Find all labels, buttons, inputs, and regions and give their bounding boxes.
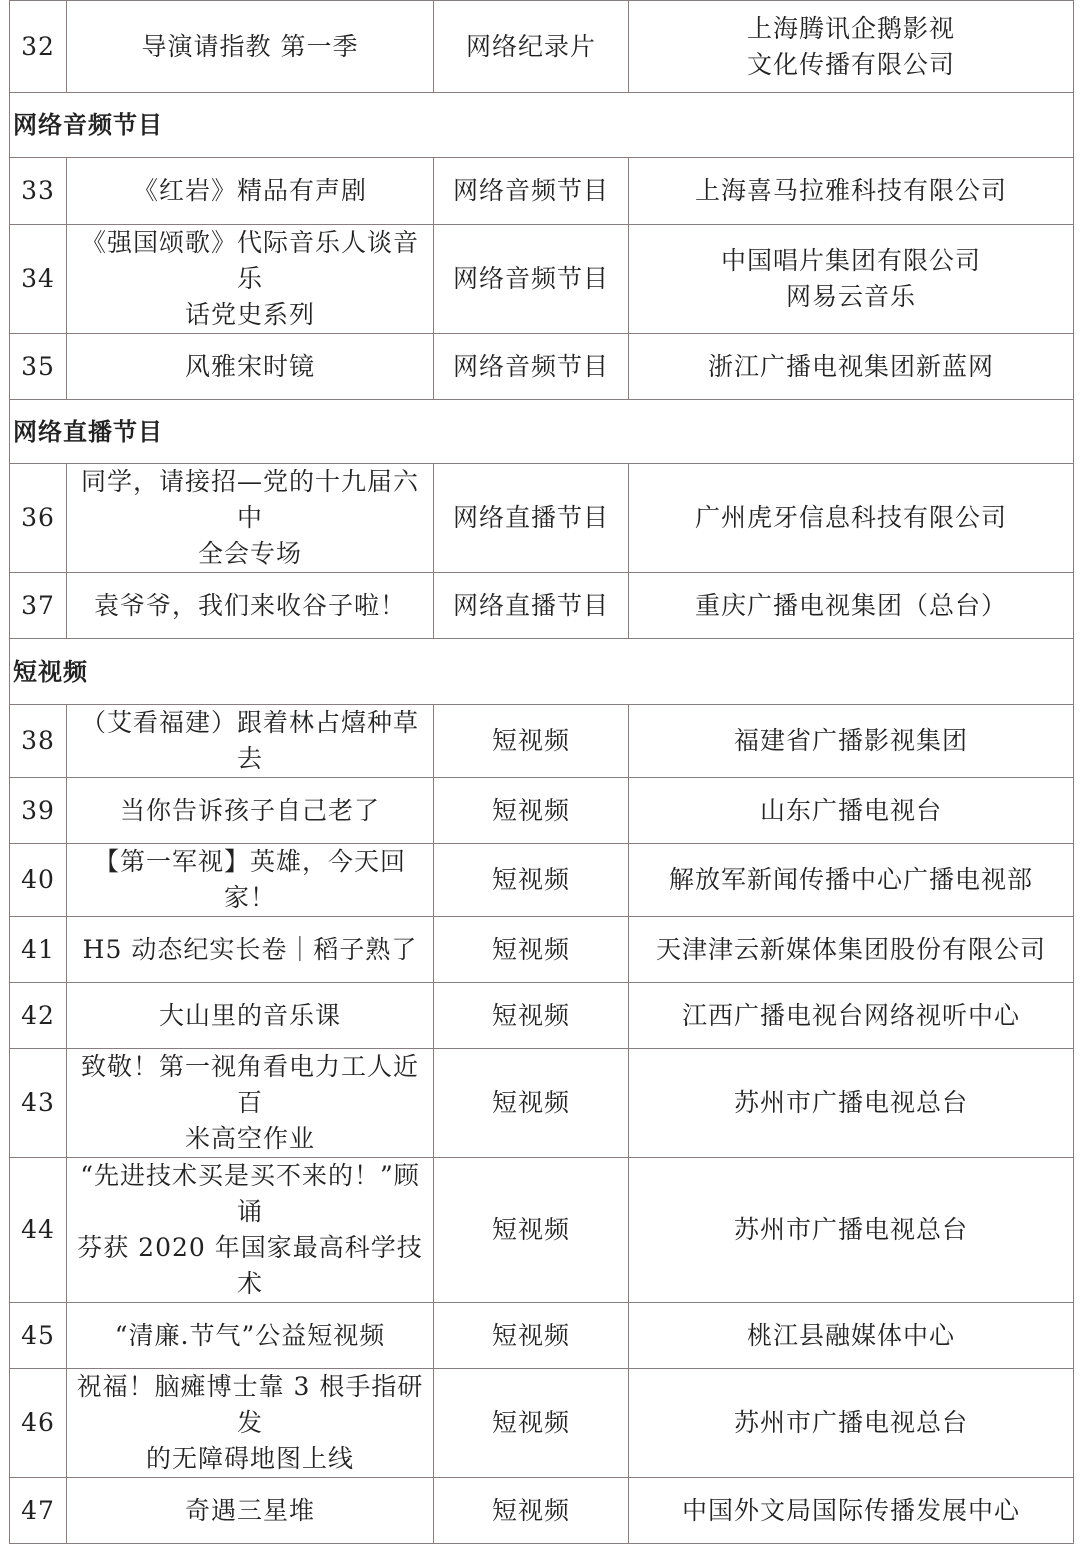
producer-unit [629,464,1074,573]
table-row [10,464,1074,573]
table-row [10,225,1074,334]
producer-unit [629,705,1074,778]
program-title-line: “清廉.节气”公益短视频 [114,1320,386,1350]
producer-unit-line: 中国唱片集团有限公司 [720,246,981,275]
program-title [67,573,434,639]
program-title [67,464,434,573]
producer-unit-line: 福建省广播影视集团 [733,726,968,755]
producer-unit [629,1369,1074,1478]
producer-unit [629,983,1074,1049]
program-type: 网络直播节目 [434,573,629,639]
table-row [10,1369,1074,1478]
program-title-line: 的无障碍地图上线 [145,1444,354,1473]
program-type: 短视频 [434,1049,629,1158]
program-title-line: 话党史系列 [184,300,315,329]
program-title [67,1369,434,1478]
item-number: 34 [10,225,67,334]
producer-unit [629,778,1074,844]
program-title [67,1303,434,1369]
table-row [10,1303,1074,1369]
producer-unit-line: 解放军新闻传播中心广播电视部 [668,865,1033,894]
item-number: 43 [10,1049,67,1158]
program-type: 网络音频节目 [434,158,629,225]
program-title [67,225,434,334]
producer-unit [629,1478,1074,1544]
table-row [10,1158,1074,1303]
item-number: 33 [10,158,67,225]
program-title-line: 奇遇三星堆 [184,1495,315,1525]
producer-unit-line: 上海腾讯企鹅影视 [746,13,955,43]
producer-unit-line: 重庆广播电视集团（总台） [694,590,1007,620]
table-row [10,158,1074,225]
section-title: 网络直播节目 [10,400,1074,464]
program-title [67,1478,434,1544]
table-row [10,983,1074,1049]
producer-unit-line: 中国外文局国际传播发展中心 [681,1495,1020,1525]
program-type: 短视频 [434,844,629,917]
table-row [10,1478,1074,1544]
table-row [10,1,1074,93]
item-number: 39 [10,778,67,844]
producer-unit-line: 桃江县融媒体中心 [746,1320,955,1350]
table-body [10,1,1074,1544]
producer-unit-line: 广州虎牙信息科技有限公司 [694,503,1007,532]
section-row [10,400,1074,464]
program-type: 短视频 [434,778,629,844]
producer-unit [629,158,1074,225]
producer-unit [629,1158,1074,1303]
program-title [67,334,434,400]
item-number: 44 [10,1158,67,1303]
item-number: 38 [10,705,67,778]
program-title-line: 同学，请接招—党的十九届六中 [80,467,419,532]
producer-unit [629,844,1074,917]
producer-unit-line: 天津津云新媒体集团股份有限公司 [655,934,1046,964]
producer-unit-line: 山东广播电视台 [759,795,942,825]
program-title [67,983,434,1049]
program-title [67,844,434,917]
program-title-line: 《强国颂歌》代际音乐人谈音乐 [80,228,419,293]
section-row [10,93,1074,158]
program-type: 短视频 [434,705,629,778]
program-type: 短视频 [434,917,629,983]
program-title-line: 芬获 2020 年国家最高科学技术 [77,1233,423,1298]
producer-unit-line: 上海喜马拉雅科技有限公司 [694,176,1007,205]
section-title: 网络音频节目 [10,93,1074,158]
producer-unit-line: 苏州市广播电视总台 [733,1408,968,1437]
award-list-table [9,0,1074,1544]
producer-unit [629,573,1074,639]
producer-unit [629,1049,1074,1158]
program-title-line: 导演请指教 第一季 [141,31,359,61]
program-title [67,1049,434,1158]
item-number: 41 [10,917,67,983]
program-title-line: （艾看福建）跟着林占熺种草去 [80,708,419,773]
table-row [10,334,1074,400]
section-title: 短视频 [10,639,1074,705]
program-type: 短视频 [434,1478,629,1544]
table-row [10,844,1074,917]
producer-unit [629,1303,1074,1369]
producer-unit [629,1,1074,93]
item-number: 37 [10,573,67,639]
program-type: 网络音频节目 [434,225,629,334]
program-title-line: 【第一军视】英雄，今天回家！ [93,847,406,912]
item-number: 32 [10,1,67,93]
program-title [67,917,434,983]
section-row [10,639,1074,705]
item-number: 47 [10,1478,67,1544]
program-type: 网络直播节目 [434,464,629,573]
table-row [10,573,1074,639]
program-title [67,1,434,93]
program-type: 短视频 [434,1303,629,1369]
program-title [67,778,434,844]
program-title-line: H5 动态纪实长卷｜稻子熟了 [82,934,418,964]
program-type: 短视频 [434,1158,629,1303]
item-number: 46 [10,1369,67,1478]
item-number: 42 [10,983,67,1049]
item-number: 35 [10,334,67,400]
program-title [67,705,434,778]
program-title-line: 当你告诉孩子自己老了 [119,795,380,825]
table-row [10,1049,1074,1158]
program-title-line: 袁爷爷，我们来收谷子啦！ [93,590,406,620]
producer-unit [629,225,1074,334]
table-row [10,778,1074,844]
producer-unit-line: 文化传播有限公司 [746,49,955,79]
program-type: 网络音频节目 [434,334,629,400]
program-title-line: 祝福！脑瘫博士靠 3 根手指研发 [76,1372,424,1437]
item-number: 40 [10,844,67,917]
program-title [67,158,434,225]
program-title [67,1158,434,1303]
item-number: 36 [10,464,67,573]
producer-unit-line: 浙江广播电视集团新蓝网 [707,351,994,381]
program-title-line: 风雅宋时镜 [184,351,315,381]
program-type: 短视频 [434,983,629,1049]
item-number: 45 [10,1303,67,1369]
program-title-line: 《红岩》精品有声剧 [132,176,367,205]
program-title-line: “先进技术买是买不来的！”顾诵 [80,1161,420,1226]
producer-unit [629,334,1074,400]
producer-unit-line: 江西广播电视台网络视听中心 [681,1000,1020,1030]
program-title-line: 致敬！第一视角看电力工人近百 [80,1052,419,1117]
table-row [10,917,1074,983]
producer-unit [629,917,1074,983]
producer-unit-line: 苏州市广播电视总台 [733,1088,968,1117]
producer-unit-line: 网易云音乐 [785,282,916,311]
program-title-line: 米高空作业 [184,1124,315,1153]
program-title-line: 全会专场 [197,539,302,568]
program-type: 短视频 [434,1369,629,1478]
program-type: 网络纪录片 [434,1,629,93]
producer-unit-line: 苏州市广播电视总台 [733,1215,968,1244]
table-row [10,705,1074,778]
program-title-line: 大山里的音乐课 [158,1000,341,1030]
